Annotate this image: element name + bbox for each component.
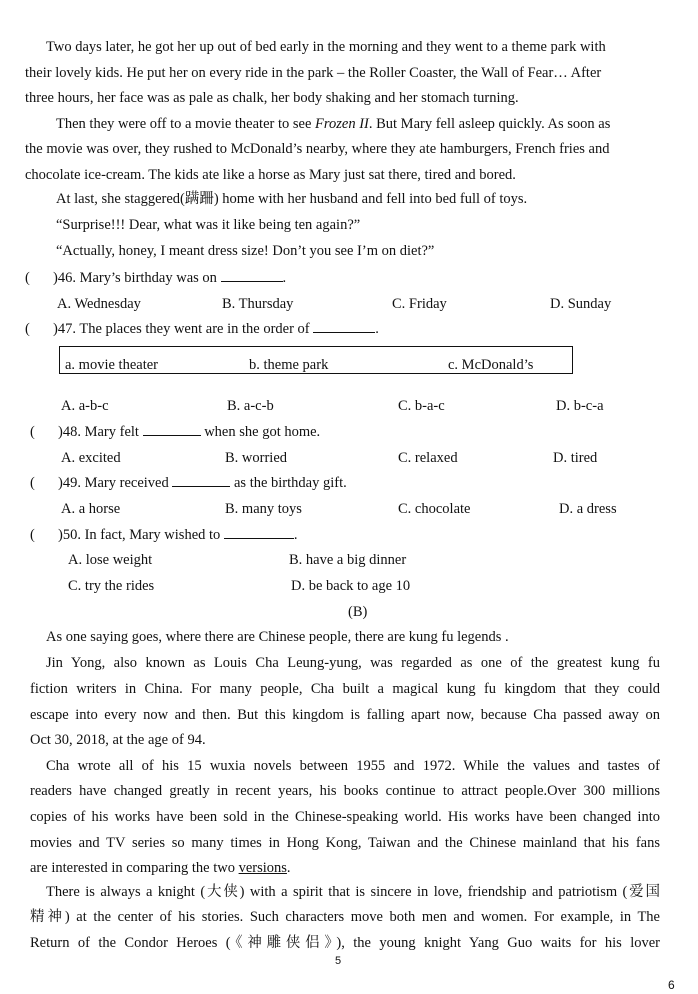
q50-blank <box>224 526 294 539</box>
section-b-p1: As one saying goes, where there are Chinese people, there are kung fu legends . <box>46 629 509 645</box>
q49-close: ) <box>58 475 63 491</box>
text-span: Then they were off to a movie theater to see <box>56 116 316 132</box>
q46-option-c: C. Friday <box>392 296 447 312</box>
q49-text: 49. Mary received <box>62 475 169 491</box>
q47-option-d: D. b-c-a <box>556 398 604 414</box>
story-a-p1-line2: their lovely kids. He put her on every ride in the park – the Roller Coaster, the Wall of Fear… After <box>25 65 602 81</box>
q46-close: ) <box>53 270 58 286</box>
q47-option-c: C. b-a-c <box>398 398 445 414</box>
section-b-p2-line3: escape into every now and then. But this kingdom is falling apart now, because Cha passed away on <box>30 707 660 723</box>
section-b-p2-line4: Oct 30, 2018, at the age of 94. <box>30 732 206 748</box>
q47-stem <box>53 320 379 338</box>
q48-option-a: A. excited <box>61 450 121 466</box>
movie-title: Frozen II <box>315 116 369 132</box>
section-b-p3-line3: copies of his works have been sold in the Chinese-speaking world. His works have been changed into <box>30 809 660 825</box>
q48-text: 48. Mary felt <box>62 424 139 440</box>
q48-stem <box>58 423 320 441</box>
q50-end: . <box>293 527 298 543</box>
q46-paren: ( <box>25 270 30 286</box>
page-number: 5 <box>335 955 342 967</box>
q46-text: 46. Mary’s birthday was on <box>57 270 217 286</box>
text-span: . But Mary fell asleep quickly. As soon as <box>368 116 611 132</box>
q47-close: ) <box>53 321 58 337</box>
section-b-p3-line2: readers have changed greatly in recent years, his books continue to attract people.Over 300 millions <box>30 783 660 799</box>
q50-option-a: A. lose weight <box>68 552 153 568</box>
q47-end: . <box>375 321 379 337</box>
q50-stem <box>58 526 298 544</box>
q49-paren: ( <box>30 475 35 491</box>
q49-option-c: C. chocolate <box>398 501 471 517</box>
section-b-p2-line1: Jin Yong, also known as Louis Cha Leung-yung, was regarded as one of the greatest kung fu <box>46 655 660 671</box>
text-span: are interested in comparing the two <box>30 860 239 876</box>
q46-option-d: D. Sunday <box>550 296 612 312</box>
story-a-p1-line3: three hours, her face was as pale as chalk, her body shaking and her stomach turning. <box>25 90 519 106</box>
q48-paren: ( <box>30 424 35 440</box>
corner-page-number: 6 <box>668 978 675 992</box>
q47-option-b: B. a-c-b <box>227 398 274 414</box>
q49-stem <box>58 474 347 492</box>
q48-blank <box>143 423 201 436</box>
q48-option-b: B. worried <box>225 450 288 466</box>
q47-text: 47. The places they went are in the order of <box>57 321 310 337</box>
story-a-p5: “Actually, honey, I meant dress size! Don’t you see I’m on diet?” <box>56 243 435 259</box>
q48-option-d: D. tired <box>553 450 598 466</box>
q47-box-c: c. McDonald’s <box>448 357 534 373</box>
story-a-p4: “Surprise!!! Dear, what was it like being ten again?” <box>56 217 361 233</box>
section-b-heading: (B) <box>348 604 368 620</box>
section-b-p3-line5 <box>30 859 291 877</box>
q47-option-a: A. a-b-c <box>61 398 109 414</box>
q46-end: . <box>282 270 287 286</box>
q49-option-d: D. a dress <box>559 501 617 517</box>
q47-blank <box>313 320 375 333</box>
section-b-p2-line2: fiction writers in China. For many people, Cha built a magical kung fu kingdom that they could <box>30 681 660 697</box>
q49-end: as the birthday gift. <box>233 475 347 491</box>
q50-option-c: C. try the rides <box>68 578 155 594</box>
q46-option-b: B. Thursday <box>222 296 294 312</box>
q46-blank <box>221 269 283 282</box>
q47-box-a: a. movie theater <box>65 357 158 373</box>
story-a-p2-line3: chocolate ice-cream. The kids ate like a horse as Mary just sat there, tired and bored. <box>25 167 516 183</box>
q46-option-a: A. Wednesday <box>57 296 141 312</box>
underlined-word-versions: versions <box>238 860 287 876</box>
q50-close: ) <box>58 527 63 543</box>
story-a-p2-line1 <box>56 115 610 133</box>
section-b-p3-line4: movies and TV series so many times in Hong Kong, Taiwan and the Chinese mainland that his fans <box>30 835 660 851</box>
story-a-p1-line1: Two days later, he got her up out of bed early in the morning and they went to a theme park with <box>46 39 606 55</box>
q50-option-d: D. be back to age 10 <box>291 578 411 594</box>
story-a-p2-line2: the movie was over, they rushed to McDonald’s nearby, where they ate hamburgers, French fries and <box>25 141 610 157</box>
section-b-p4-line2: 精神) at the center of his stories. Such characters move both men and women. For example, in The <box>30 909 660 925</box>
q48-end: when she got home. <box>204 424 321 440</box>
section-b-p4-line1: There is always a knight (大侠) with a spirit that is sincere in love, friendship and patriotism (爱国 <box>46 884 660 900</box>
q48-close: ) <box>58 424 63 440</box>
q49-option-b: B. many toys <box>225 501 302 517</box>
q50-paren: ( <box>30 527 35 543</box>
q50-option-b: B. have a big dinner <box>289 552 407 568</box>
q49-option-a: A. a horse <box>61 501 121 517</box>
q49-blank <box>172 474 230 487</box>
q47-box-b: b. theme park <box>249 357 329 373</box>
q50-text: 50. In fact, Mary wished to <box>62 527 221 543</box>
text-span: . <box>286 860 291 876</box>
section-b-p3-line1: Cha wrote all of his 15 wuxia novels between 1955 and 1972. While the values and tastes of <box>46 758 660 774</box>
section-b-p4-line3: Return of the Condor Heroes (《神雕侠侣》), the young knight Yang Guo waits for his lover <box>30 935 660 951</box>
story-a-p3: At last, she staggered(蹒跚) home with her husband and fell into bed full of toys. <box>56 191 528 207</box>
q46-stem <box>53 269 286 287</box>
q47-paren: ( <box>25 321 30 337</box>
q48-option-c: C. relaxed <box>398 450 458 466</box>
